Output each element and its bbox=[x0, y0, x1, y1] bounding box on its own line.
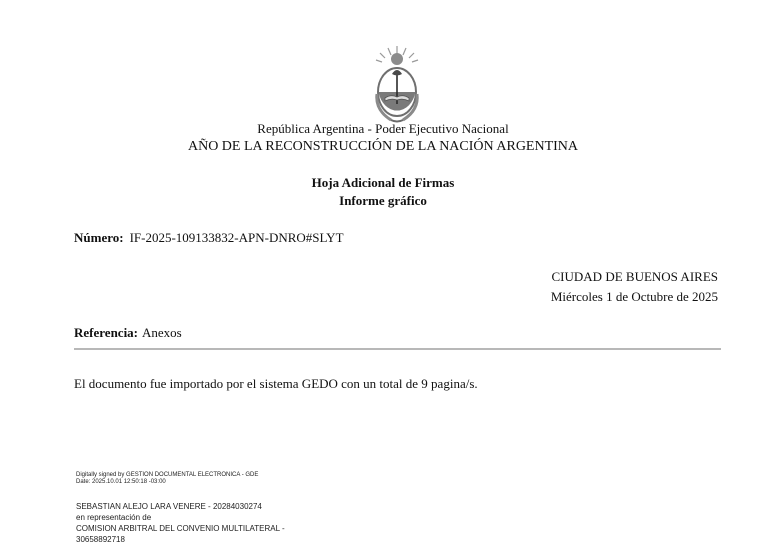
signer-cuit: 30658892718 bbox=[76, 535, 125, 544]
divider bbox=[74, 348, 721, 350]
document-number-label: Número: bbox=[74, 230, 124, 245]
document-title: Hoja Adicional de Firmas bbox=[311, 175, 455, 190]
government-line: República Argentina - Poder Ejecutivo Nacional bbox=[257, 121, 509, 136]
document-date: Miércoles 1 de Octubre de 2025 bbox=[550, 289, 718, 304]
signer-representation: en representación de bbox=[76, 513, 152, 522]
reference-value: Anexos bbox=[142, 325, 182, 340]
digital-signature-line: Digitally signed by GESTION DOCUMENTAL ELECTRONICA - GDE bbox=[76, 472, 259, 478]
document-number bbox=[74, 230, 344, 246]
reference bbox=[74, 325, 182, 341]
document-number-value: IF-2025-109133832-APN-DNRO#SLYT bbox=[129, 230, 344, 245]
year-motto: AÑO DE LA RECONSTRUCCIÓN DE LA NACIÓN ARGENTINA bbox=[187, 139, 579, 154]
signature-date-line: Date: 2025.10.01 12:50:18 -03:00 bbox=[76, 479, 166, 485]
signer-name: SEBASTIAN ALEJO LARA VENERE - 20284030274 bbox=[76, 502, 262, 511]
signer-organization: COMISION ARBITRAL DEL CONVENIO MULTILATERAL - bbox=[76, 524, 285, 533]
argentina-coat-of-arms-icon bbox=[371, 44, 423, 124]
document-subtitle: Informe gráfico bbox=[339, 193, 427, 208]
reference-label: Referencia: bbox=[74, 325, 139, 340]
city: CIUDAD DE BUENOS AIRES bbox=[551, 269, 718, 284]
body-text: El documento fue importado por el sistema GEDO con un total de 9 pagina/s. bbox=[74, 376, 478, 391]
